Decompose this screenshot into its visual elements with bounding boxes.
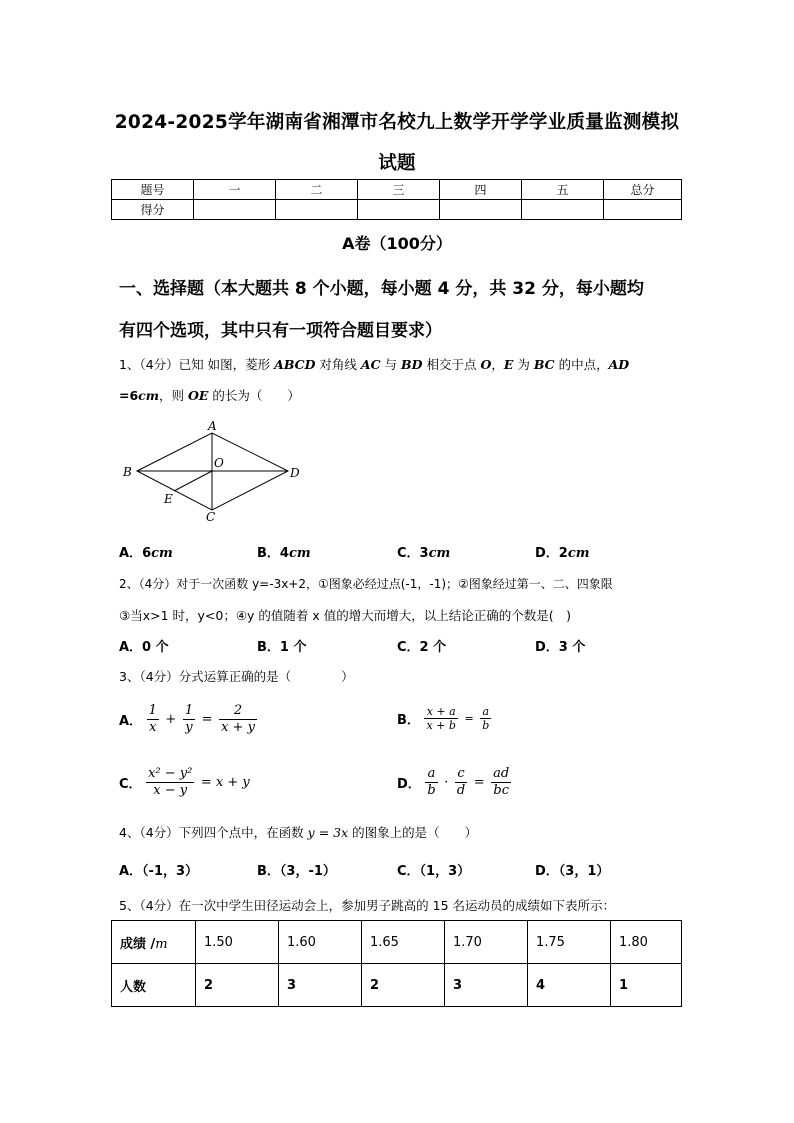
q2-option-a[interactable]: A．0 个 xyxy=(119,640,169,655)
paper-section-a: A卷（100分） xyxy=(342,234,452,253)
score-row-label: 得分 xyxy=(112,200,194,220)
rhombus-figure xyxy=(118,415,308,527)
fraction: $\frac{x + a}{x + b}$ xyxy=(426,705,456,732)
q2-option-d[interactable]: D．3 个 xyxy=(535,640,586,655)
table-cell: 1.60 xyxy=(279,921,362,964)
score-table-score-row xyxy=(112,200,682,220)
fraction: $\frac{c}{d}$ xyxy=(456,766,466,798)
score-blank-cell xyxy=(440,200,522,220)
question-2-line1: 2、（4分）对于一次函数 y=-3x+2，①图象必经过点(-1，-1)；②图象经过第一、二、四象限 xyxy=(119,577,613,591)
table-cell: 1 xyxy=(611,964,682,1007)
high-jump-table xyxy=(111,920,682,1007)
score-header-cell: 三 xyxy=(358,180,440,200)
figure-label-e: E xyxy=(164,492,173,506)
question-1-line2: =6cm，则 OE 的长为（ ） xyxy=(119,388,300,403)
question-1-line1: 1、（4分）已知 如图，菱形 ABCD 对角线 AC 与 BD 相交于点 O，E 为 BC 的中点，AD xyxy=(119,357,630,372)
fraction: $\frac{ad}{bc}$ xyxy=(493,766,510,798)
section-heading-line2: 有四个选项，其中只有一项符合题目要求） xyxy=(119,321,442,341)
score-blank-cell xyxy=(604,200,682,220)
table-cell: 3 xyxy=(279,964,362,1007)
table-cell: 1.80 xyxy=(611,921,682,964)
fraction: $\frac{2}{x + y}$ xyxy=(221,703,255,735)
table-cell: 1.75 xyxy=(528,921,611,964)
segment-oe xyxy=(174,471,212,491)
score-header-cell: 二 xyxy=(276,180,358,200)
q1-option-d[interactable]: D．2cm xyxy=(535,546,590,561)
q4-option-b[interactable]: B．（3，-1） xyxy=(257,864,336,879)
q3-option-c[interactable]: C． $\frac{\text{x² − y²}}{x - y}$ = x + y xyxy=(119,766,250,798)
score-blank-cell xyxy=(194,200,276,220)
document-title-line1: 2024-2025学年湖南省湘潭市名校九上数学开学学业质量监测模拟 xyxy=(114,112,680,133)
table-cell: 1.65 xyxy=(362,921,445,964)
table-cell: 2 xyxy=(196,964,279,1007)
table-row xyxy=(112,964,682,1007)
figure-label-a: A xyxy=(208,419,217,433)
row-label-count: 人数 xyxy=(112,964,196,1007)
function-expression: y = 3x xyxy=(307,825,349,840)
question-5-stem: 5、（4分）在一次中学生田径运动会上，参加男子跳高的 15 名运动员的成绩如下表所示： xyxy=(119,898,616,913)
question-4-stem: 4、（4分）下列四个点中，在函数 y = 3x 的图象上的是（ ） xyxy=(119,825,478,840)
score-blank-cell xyxy=(358,200,440,220)
score-header-cell: 一 xyxy=(194,180,276,200)
q1-option-c[interactable]: C．3cm xyxy=(397,546,451,561)
table-cell: 1.70 xyxy=(445,921,528,964)
score-table xyxy=(111,179,682,220)
table-cell: 1.50 xyxy=(196,921,279,964)
figure-label-b: B xyxy=(123,465,132,479)
table-cell: 3 xyxy=(445,964,528,1007)
fraction: $\frac{1}{x}$ xyxy=(148,703,157,735)
question-2-line2: ③当x>1 时，y<0；④y 的值随着 x 值的增大而增大，以上结论正确的个数是( ) xyxy=(119,608,572,623)
q4-option-c[interactable]: C．（1，3） xyxy=(397,864,471,879)
row-label-score: 成绩 /m xyxy=(112,921,196,964)
q1-option-a[interactable]: A．6cm xyxy=(119,546,173,561)
q4-option-a[interactable]: A．（-1，3） xyxy=(119,864,199,879)
fraction: $\frac{a}{b}$ xyxy=(482,705,490,732)
score-header-cell: 四 xyxy=(440,180,522,200)
q1-option-b[interactable]: B．4cm xyxy=(257,546,311,561)
score-blank-cell xyxy=(522,200,604,220)
score-blank-cell xyxy=(276,200,358,220)
q3-option-a[interactable]: A． $\frac{1}{x}$ + $\frac{1}{y}$ = $\frac{2}{x + y}$ xyxy=(119,703,255,735)
score-header-cell: 五 xyxy=(522,180,604,200)
table-cell: 4 xyxy=(528,964,611,1007)
score-header-cell: 总分 xyxy=(604,180,682,200)
fraction: $\frac{1}{y}$ xyxy=(184,703,194,735)
document-title-line2: 试题 xyxy=(378,153,416,174)
q3-option-d[interactable]: D． $\frac{a}{b}$ · $\frac{c}{d}$ = $\frac{ad}{bc}$ xyxy=(397,766,510,798)
q2-option-b[interactable]: B．1 个 xyxy=(257,640,307,655)
question-3-stem: 3、（4分）分式运算正确的是（ ） xyxy=(119,669,354,684)
table-row xyxy=(112,921,682,964)
q4-option-d[interactable]: D．（3，1） xyxy=(535,864,610,879)
fraction: $\frac{\text{x² − y²}}{x - y}$ xyxy=(148,766,193,798)
q3-option-b[interactable]: B． $\frac{x + a}{x + b}$ = $\frac{a}{b}$ xyxy=(397,705,490,732)
figure-label-o: O xyxy=(214,456,224,470)
section-heading-line1: 一、选择题（本大题共 8 个小题，每小题 4 分，共 32 分，每小题均 xyxy=(119,279,644,299)
score-table-header-row xyxy=(112,180,682,200)
q2-option-c[interactable]: C．2 个 xyxy=(397,640,447,655)
score-header-cell: 题号 xyxy=(112,180,194,200)
figure-label-c: C xyxy=(206,510,216,524)
figure-label-d: D xyxy=(290,466,300,480)
table-cell: 2 xyxy=(362,964,445,1007)
fraction: $\frac{a}{b}$ xyxy=(427,766,436,798)
